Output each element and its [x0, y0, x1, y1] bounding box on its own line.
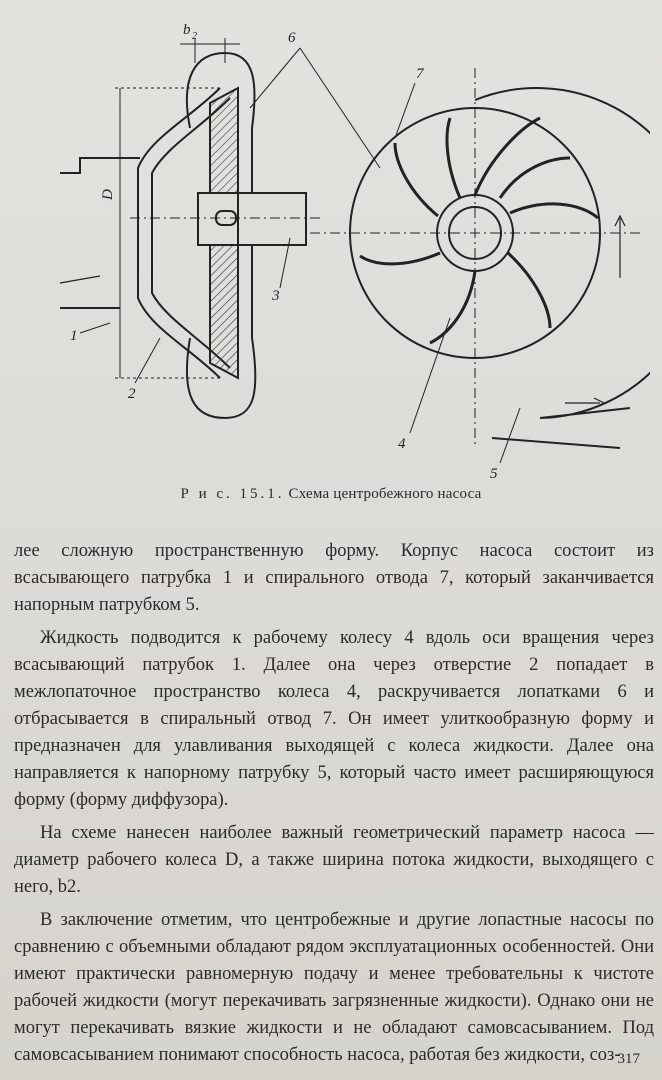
label-4: 4	[398, 436, 406, 452]
pump-diagram	[20, 8, 650, 486]
page-number: 317	[617, 1051, 640, 1067]
caption-label: Р и с. 15.1.	[180, 486, 285, 502]
label-3: 3	[272, 288, 280, 304]
paragraph: На схеме нанесен наиболее важный геометрический параметр насоса — диаметр рабочего колеса D, а также ширина потока жидкости, выходящего с него, b2.	[14, 823, 654, 897]
section-view	[60, 38, 320, 418]
label-D: D	[100, 189, 116, 200]
label-7: 7	[416, 66, 424, 82]
body-text	[14, 538, 654, 1069]
paragraph: Жидкость подводится к рабочему колесу 4 вдоль оси вращения через всасывающий патрубок 1. Далее она через отверстие 2 попадает в межлопаточное пространство колеса 4, раскручивается лопатками 6 и отбрасывается в спиральный отвод 7. Он имеет улиткообразную форму и предназначен для улавливания выходящей с колеса жидкости. Далее она направляется к напорному патрубку 5, который часто имеет расширяющуюся форму (форму диффузора).	[14, 628, 654, 810]
front-view	[300, 48, 650, 463]
label-b2: b	[183, 22, 191, 38]
label-6: 6	[288, 30, 296, 46]
label-1: 1	[70, 328, 78, 344]
label-2: 2	[128, 386, 136, 402]
caption-text: Схема центробежного насоса	[288, 486, 482, 502]
label-b2-sub: 2	[192, 31, 197, 42]
paragraph: В заключение отметим, что центробежные и другие лопастные насосы по сравнению с объемными обладают рядом эксплуатационных особенностей. Они имеют практически равномерную подачу и менее требовательны к чистоте рабочей жидкости (могут перекачивать загрязненные жидкости). Однако они не могут перекачивать вязкие жидкости и не обладают самовсасыванием. Под самовсасыванием понимают способность насоса, работая без жидкости, соз-	[14, 910, 654, 1065]
paragraph: лее сложную пространственную форму. Корпус насоса состоит из всасывающего патрубка 1 и спирального отвода 7, который заканчивается напорным патрубком 5.	[14, 541, 654, 615]
figure-caption	[0, 486, 662, 503]
label-5: 5	[490, 466, 498, 482]
